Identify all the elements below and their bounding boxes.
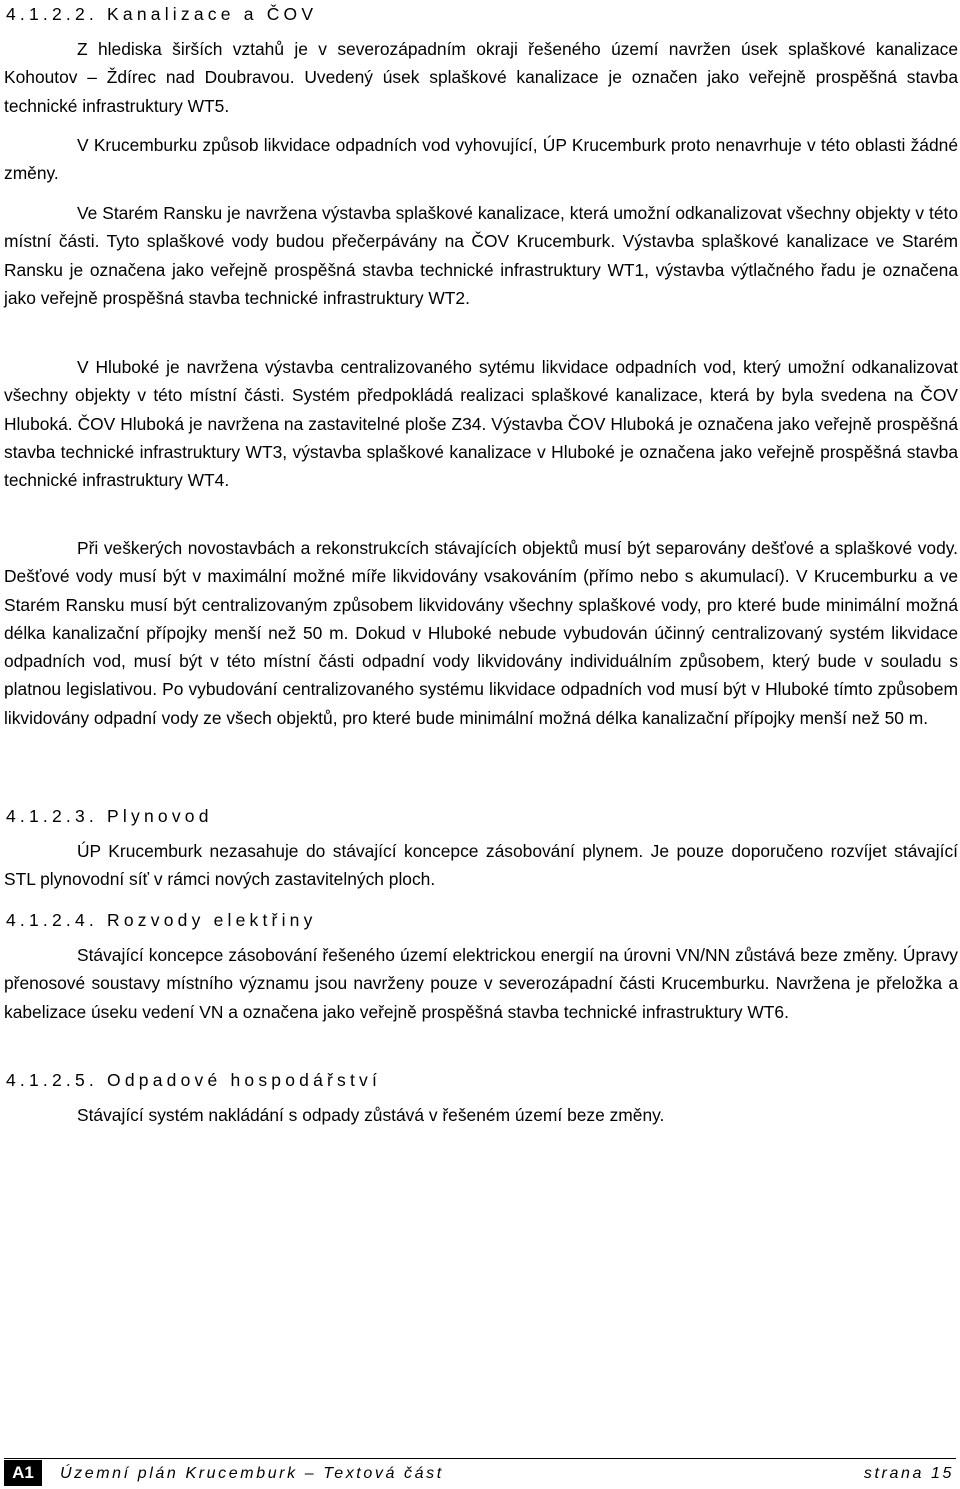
heading-kanalizace: 4.1.2.2. Kanalizace a ČOV — [6, 4, 318, 24]
heading-elektriny: 4.1.2.4. Rozvody elektřiny — [6, 910, 317, 930]
paragraph-kanalizace-2: V Krucemburku způsob likvidace odpadních vod vyhovující, ÚP Krucemburk proto nenavrhuje v této oblasti žádné změny. — [4, 135, 958, 184]
footer-document-title: Územní plán Krucemburk – Textová část — [60, 1465, 444, 1482]
paragraph-kanalizace-5: Při veškerých novostavbách a rekonstrukcích stávajících objektů musí být separovány dešťové a splaškové vody. Dešťové vody musí být v maximální možné míře likvidovány vsakováním (přímo nebo s akumulací). V Krucemburku a ve Starém Ransku musí být centralizovaným způsobem likvidovány všechny splaškové vody, pro které bude minimální možná délka kanalizační přípojky menší než 50 m. Dokud v Hluboké nebude vybudován účinný centralizovaný systém likvidace odpadních vod, musí být v této místní části odpadní vody likvidovány individuálním způsobem, který bude v souladu s platnou legislativou. Po vybudování centralizovaného systému likvidace odpadních vod musí být v Hluboké tímto způsobem likvidovány odpadní vody ze všech objektů, pro které bude minimální možná délka kanalizační přípojky menší než 50 m. — [4, 538, 958, 728]
footer-rule — [4, 1458, 956, 1459]
paragraph-plynovod-1: ÚP Krucemburk nezasahuje do stávající koncepce zásobování plynem. Je pouze doporučeno rozvíjet stávající STL plynovodní síť v rámci nových zastavitelných ploch. — [4, 841, 958, 890]
footer-page-number: strana 15 — [863, 1465, 954, 1482]
paragraph-elektriny-1: Stávající koncepce zásobování řešeného území elektrickou energií na úrovni VN/NN zůstává beze změny. Úpravy přenosové soustavy místního významu jsou navrženy pouze v severozápadní části Krucemburku. Navržena je přeložka a kabelizace úseku vedení VN a označena jako veřejně prospěšná stavba technické infrastruktury WT6. — [4, 945, 958, 1022]
paragraph-odpady-1: Stávající systém nakládání s odpady zůstává v řešeném území beze změny. — [77, 1105, 665, 1125]
heading-odpady: 4.1.2.5. Odpadové hospodářství — [6, 1070, 382, 1090]
paragraph-kanalizace-1: Z hlediska širších vztahů je v severozápadním okraji řešeného území navržen úsek splaškové kanalizace Kohoutov – Ždírec nad Doubravou. Uvedený úsek splaškové kanalizace je označen jako veřejně prospěšná stavba technické infrastruktury WT5. — [4, 39, 958, 116]
paragraph-kanalizace-3: Ve Starém Ransku je navržena výstavba splaškové kanalizace, která umožní odkanalizovat všechny objekty v této místní části. Tyto splaškové vody budou přečerpávány na ČOV Krucemburk. Výstavba splaškové kanalizace ve Starém Ransku je označena jako veřejně prospěšná stavba technické infrastruktury WT1, výstavba výtlačného řadu je označena jako veřejně prospěšná stavba technické infrastruktury WT2. — [4, 203, 958, 308]
paragraph-kanalizace-4: V Hluboké je navržena výstavba centralizovaného sytému likvidace odpadních vod, který umožní odkanalizovat všechny objekty v této místní části. Systém předpokládá realizaci splaškové kanalizace, která by byla svedena na ČOV Hluboká. ČOV Hluboká je navržena na zastavitelné ploše Z34. Výstavba ČOV Hluboká je označena jako veřejně prospěšná stavba technické infrastruktury WT3, výstavba splaškové kanalizace v Hluboké je označena jako veřejně prospěšná stavba technické infrastruktury WT4. — [4, 357, 958, 491]
heading-plynovod: 4.1.2.3. Plynovod — [6, 806, 213, 826]
footer-badge: A1 — [4, 1460, 42, 1486]
